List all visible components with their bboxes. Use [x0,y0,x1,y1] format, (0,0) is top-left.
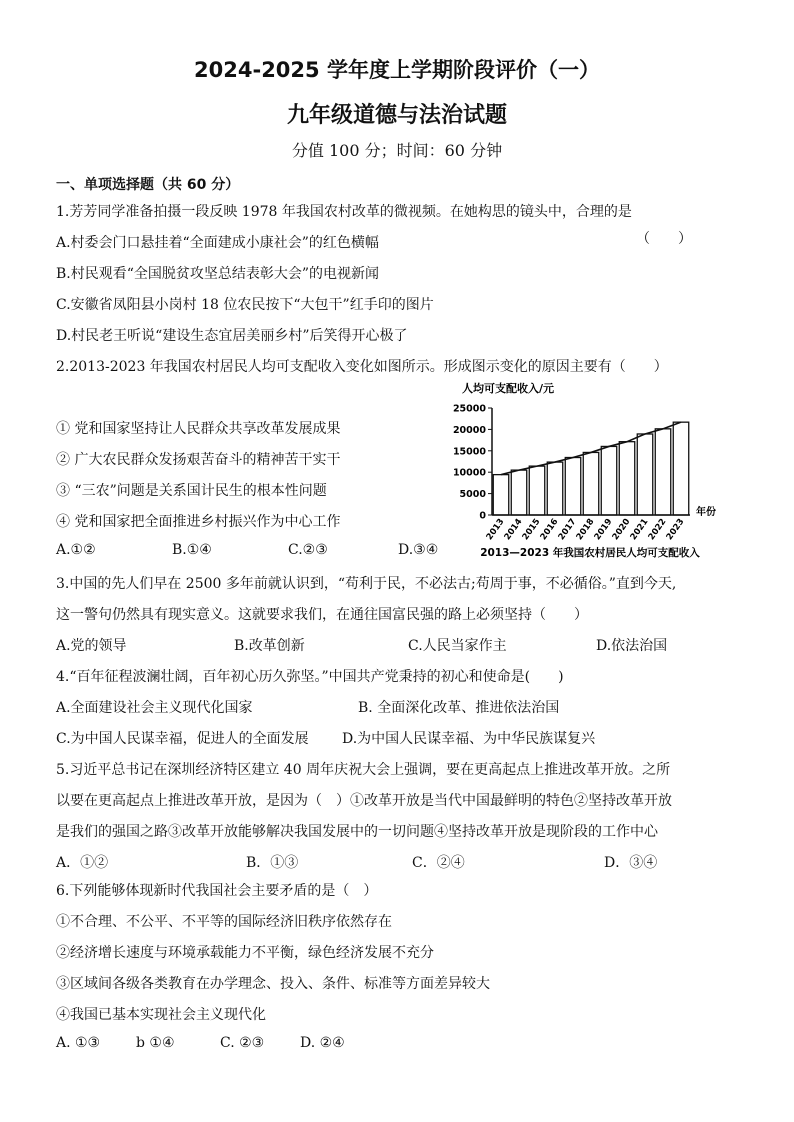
q6-option-d: D. ②④ [300,1035,345,1051]
q6-statement-1: ①不合理、不公平、不平等的国际经济旧秩序依然存在 [56,914,392,930]
chart-bar-2016 [547,462,562,515]
chart-x-tick-label: 2015 [520,516,543,543]
chart-x-axis-label: 年份 [696,507,716,518]
chart-bar-2014 [511,470,526,515]
chart-x-tick-label: 2020 [610,516,633,543]
chart-bar-2020 [619,442,634,515]
chart-bar-2018 [583,452,598,515]
q5-option-a: A．①② [56,855,109,871]
q6-option-c: C. ②③ [220,1035,265,1051]
q2-option-b: B.①④ [172,542,212,558]
q2-option-c: C.②③ [288,542,328,558]
chart-y-axis-label: 人均可支配收入/元 [462,382,555,395]
income-bar-chart [448,378,738,563]
chart-x-tick-label: 2022 [646,516,669,543]
q5-option-c: C．②④ [412,855,465,871]
chart-bar-2021 [637,434,652,515]
q4-option-d: D.为中国人民谋幸福、为中华民族谋复兴 [342,731,596,747]
chart-bar-2023 [673,422,688,515]
q1-option-a: A.村委会门口悬挂着“全面建成小康社会”的红色横幅 [56,235,379,251]
q1-option-d: D.村民老王听说“建设生态宜居美丽乡村”后笑得开心极了 [56,328,408,344]
q2-statement-2: ② 广大农民群众发扬艰苦奋斗的精神苦干实干 [56,452,341,468]
q2-statement-1: ① 党和国家坚持让人民群众共享改革发展成果 [56,421,341,437]
q1-answer-bracket: （ ） [636,231,692,247]
exam-subject-title: 九年级道德与法治试题 [286,103,507,128]
q1-option-b: B.村民观看“全国脱贫攻坚总结表彰大会”的电视新闻 [56,266,380,282]
q5-option-b: B．①③ [246,855,299,871]
chart-y-tick-label: 20000 [452,424,486,436]
q4-option-c: C.为中国人民谋幸福，促进人的全面发展 [56,731,309,747]
section-heading: 一、单项选择题（共 60 分） [56,177,240,193]
chart-x-tick-label: 2014 [502,516,525,543]
exam-title: 2024-2025 学年度上学期阶段评价（一） [194,58,600,82]
q1-stem: 1.芳芳同学准备拍摄一段反映 1978 年我国农村改革的微视频。在她构思的镜头中，合理的是 [56,204,632,220]
q2-stem: 2.2013-2023 年我国农村居民人均可支配收入变化如图所示。形成图示变化的原因主要有（ ） [56,359,668,375]
chart-x-tick-label: 2018 [574,516,597,543]
q6-statement-4: ④我国已基本实现社会主义现代化 [56,1007,266,1023]
q5-option-d: D．③④ [604,855,658,871]
q6-option-a: A. ①③ [56,1035,101,1051]
chart-bar-2022 [655,429,670,515]
chart-bar-2015 [529,466,544,515]
q3-option-b: B.改革创新 [234,638,305,654]
chart-x-tick-label: 2013 [484,516,507,543]
exam-score-time: 分值 100 分；时间：60 分钟 [291,141,503,160]
chart-y-tick-label: 10000 [452,467,486,479]
q6-stem: 6.下列能够体现新时代我国社会主要矛盾的是（ ） [56,883,378,899]
chart-bar-2013 [493,475,508,515]
q4-option-a: A.全面建设社会主义现代化国家 [56,700,253,716]
chart-x-tick-label: 2021 [628,516,651,543]
q6-option-b: b ①④ [136,1035,175,1051]
chart-y-tick-label: 15000 [452,446,486,458]
q3-option-c: C.人民当家作主 [408,638,507,654]
q2-statement-4: ④ 党和国家把全面推进乡村振兴作为中心工作 [56,514,341,530]
q3-option-a: A.党的领导 [56,638,127,654]
q1-option-c: C.安徽省凤阳县小岗村 18 位农民按下“大包干”红手印的图片 [56,297,434,313]
q2-statement-3: ③ “三农”问题是关系国计民生的根本性问题 [56,483,327,499]
q5-stem-line3: 是我们的强国之路③改革开放能够解决我国发展中的一切问题④坚持改革开放是现阶段的工作中心 [56,824,658,840]
q3-stem-line2: 这一警句仍然具有现实意义。这就要求我们，在通往国富民强的路上必须坚持（ ） [56,607,588,623]
chart-caption: 2013—2023 年我国农村居民人均可支配收入 [480,547,700,559]
q6-statement-2: ②经济增长速度与环境承载能力不平衡，绿色经济发展不充分 [56,945,434,961]
chart-x-tick-label: 2016 [538,516,561,543]
q4-stem: 4.“百年征程波澜壮阔，百年初心历久弥坚。”中国共产党秉持的初心和使命是( ) [56,669,564,685]
q2-option-d: D.③④ [398,542,439,558]
q5-stem-line2: 以要在更高起点上推进改革开放，是因为（ ）①改革开放是当代中国最鲜明的特色②坚持改革开放 [56,793,672,809]
chart-x-tick-label: 2017 [556,516,579,543]
q3-option-d: D.依法治国 [596,638,668,654]
q5-stem-line1: 5.习近平总书记在深圳经济特区建立 40 周年庆祝大会上强调，要在更高起点上推进改革开放。之所 [56,762,671,778]
q4-option-b: B. 全面深化改革、推进依法治国 [358,700,560,716]
chart-x-tick-label: 2023 [664,516,687,543]
q3-stem-line1: 3.中国的先人们早在 2500 多年前就认识到，“苟利于民，不必法古;苟周于事，不必循俗。”直到今天, [56,576,677,592]
chart-y-tick-label: 5000 [459,489,486,501]
q2-option-a: A.①② [56,542,96,558]
q6-statement-3: ③区域间各级各类教育在办学理念、投入、条件、标准等方面差异较大 [56,976,490,992]
chart-y-tick-label: 25000 [452,403,486,415]
chart-x-tick-label: 2019 [592,516,615,543]
chart-bar-2017 [565,458,580,515]
chart-y-tick-label: 0 [479,510,486,522]
chart-bar-2019 [601,446,616,515]
